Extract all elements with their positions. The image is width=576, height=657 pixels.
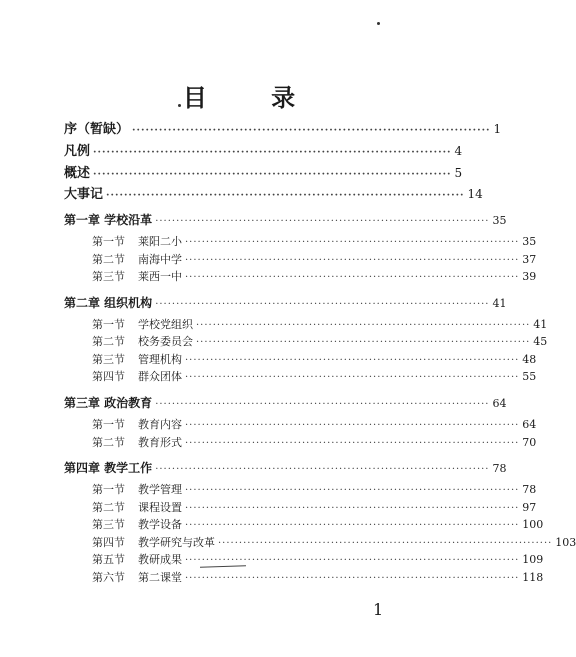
dot-leader: ················································································ xyxy=(185,485,520,496)
toc-section-page: 48 xyxy=(522,353,537,366)
toc-section-page: 39 xyxy=(522,270,537,283)
page-title: 目 录 xyxy=(182,83,324,112)
dot-leader: ················································································ xyxy=(185,237,520,248)
toc-section-label: 教学管理 xyxy=(138,483,182,496)
dot-leader: ················································································ xyxy=(93,147,452,158)
toc-chapter-page: 78 xyxy=(492,462,507,475)
dot-leader: ················································································ xyxy=(196,320,531,331)
toc-section-label: 南海中学 xyxy=(138,253,182,266)
toc-section-label: 教育内容 xyxy=(138,418,182,431)
toc-section-page: 103 xyxy=(555,536,576,549)
dot-leader: ················································································ xyxy=(185,503,520,514)
toc-entry-label: 序（暂缺） xyxy=(64,122,130,137)
scan-mark xyxy=(178,104,181,107)
toc-section-page: 97 xyxy=(522,501,537,514)
toc-section-number: 第二节 xyxy=(92,253,125,266)
toc-section-number: 第二节 xyxy=(92,501,125,514)
toc-section-label: 课程设置 xyxy=(138,501,182,514)
dot-leader: ················································································ xyxy=(196,337,531,348)
toc-section-page: 41 xyxy=(533,318,548,331)
toc-chapter-1[interactable] xyxy=(64,211,507,229)
dot-leader: ················································································ xyxy=(185,255,520,266)
dot-leader: ················································································ xyxy=(155,399,490,410)
toc-section[interactable] xyxy=(92,516,544,534)
toc-section-label: 莱西一中 xyxy=(138,270,182,283)
dot-leader: ················································································ xyxy=(155,216,490,227)
toc-section-label: 教研成果 xyxy=(138,553,182,566)
dot-leader: ················································································ xyxy=(185,355,520,366)
toc-section-page: 37 xyxy=(522,253,537,266)
toc-entry-page: 1 xyxy=(493,122,502,136)
dot-leader: ················································································ xyxy=(106,190,465,201)
toc-section[interactable] xyxy=(92,534,576,552)
toc-section[interactable] xyxy=(92,251,537,269)
toc-chapter-3[interactable] xyxy=(64,394,507,412)
toc-section[interactable] xyxy=(92,268,537,286)
toc-section-number: 第四节 xyxy=(92,370,125,383)
toc-section-page: 70 xyxy=(522,436,537,449)
toc-section-number: 第一节 xyxy=(92,483,125,496)
toc-section-number: 第六节 xyxy=(92,571,125,584)
toc-entry-chronicle[interactable] xyxy=(64,185,483,203)
toc-section-number: 第一节 xyxy=(92,235,125,248)
toc-entry-label: 凡例 xyxy=(64,144,91,159)
dot-leader: ················································································ xyxy=(93,169,452,180)
toc-section-label: 第二课堂 xyxy=(138,571,182,584)
toc-chapter-label: 第二章 组织机构 xyxy=(64,296,153,310)
toc-section-label: 学校党组织 xyxy=(138,318,193,331)
toc-section-number: 第三节 xyxy=(92,353,125,366)
toc-section-page: 118 xyxy=(522,571,544,584)
toc-entry-page: 5 xyxy=(454,166,463,180)
toc-chapter-label: 第四章 教学工作 xyxy=(64,461,153,475)
dot-leader: ················································································ xyxy=(185,420,520,431)
dot-leader: ················································································ xyxy=(185,272,520,283)
dot-leader: ················································································ xyxy=(185,520,520,531)
toc-section[interactable] xyxy=(92,316,548,334)
toc-section-label: 莱阳二小 xyxy=(138,235,182,248)
toc-section-label: 教学设备 xyxy=(138,518,182,531)
toc-section[interactable] xyxy=(92,368,537,386)
toc-entry-label: 大事记 xyxy=(64,187,104,202)
toc-chapter-label: 第三章 政治教育 xyxy=(64,396,153,410)
toc-entry-overview[interactable] xyxy=(64,164,463,182)
toc-chapter-page: 35 xyxy=(492,214,507,227)
dot-leader: ················································································ xyxy=(185,573,520,584)
toc-entry-page: 4 xyxy=(454,144,463,158)
page-number: 1 xyxy=(373,600,384,619)
toc-chapter-page: 64 xyxy=(492,397,507,410)
toc-section[interactable] xyxy=(92,351,537,369)
toc-section-page: 35 xyxy=(522,235,537,248)
toc-section[interactable] xyxy=(92,434,537,452)
toc-section[interactable] xyxy=(92,333,548,351)
toc-section-page: 64 xyxy=(522,418,537,431)
toc-entry-label: 概述 xyxy=(64,166,91,181)
toc-section-label: 管理机构 xyxy=(138,353,182,366)
toc-section-page: 109 xyxy=(522,553,544,566)
toc-section[interactable] xyxy=(92,233,537,251)
toc-section-number: 第二节 xyxy=(92,335,125,348)
toc-section-label: 校务委员会 xyxy=(138,335,193,348)
toc-section-number: 第四节 xyxy=(92,536,125,549)
toc-section-label: 教育形式 xyxy=(138,436,182,449)
dot-leader: ················································································ xyxy=(185,438,520,449)
toc-section-number: 第二节 xyxy=(92,436,125,449)
dot-leader: ················································································ xyxy=(132,125,491,136)
toc-section-page: 55 xyxy=(522,370,537,383)
toc-entry-notes[interactable] xyxy=(64,142,463,160)
toc-chapter-label: 第一章 学校沿革 xyxy=(64,213,153,227)
dot-leader: ················································································ xyxy=(155,299,490,310)
dot-leader: ················································································ xyxy=(155,464,490,475)
toc-section-number: 第三节 xyxy=(92,518,125,531)
dot-leader: ················································································ xyxy=(185,372,520,383)
toc-section-page: 45 xyxy=(533,335,548,348)
toc-section[interactable] xyxy=(92,569,544,587)
toc-chapter-2[interactable] xyxy=(64,294,507,312)
dot-leader: ················································································ xyxy=(218,538,553,549)
toc-chapter-page: 41 xyxy=(492,297,507,310)
toc-section[interactable] xyxy=(92,481,537,499)
toc-section-label: 教学研究与改革 xyxy=(138,536,215,549)
toc-entry-preface[interactable] xyxy=(64,120,502,138)
toc-section[interactable] xyxy=(92,499,537,517)
toc-section-number: 第五节 xyxy=(92,553,125,566)
toc-entry-page: 14 xyxy=(467,187,483,201)
toc-section-number: 第一节 xyxy=(92,318,125,331)
toc-section-page: 100 xyxy=(522,518,544,531)
toc-chapter-4[interactable] xyxy=(64,459,507,477)
toc-section[interactable] xyxy=(92,551,544,569)
toc-section-number: 第三节 xyxy=(92,270,125,283)
dot-leader: ················································································ xyxy=(185,555,520,566)
scan-mark xyxy=(377,22,380,25)
toc-section-number: 第一节 xyxy=(92,418,125,431)
toc-section-page: 78 xyxy=(522,483,537,496)
toc-section[interactable] xyxy=(92,416,537,434)
toc-section-label: 群众团体 xyxy=(138,370,182,383)
